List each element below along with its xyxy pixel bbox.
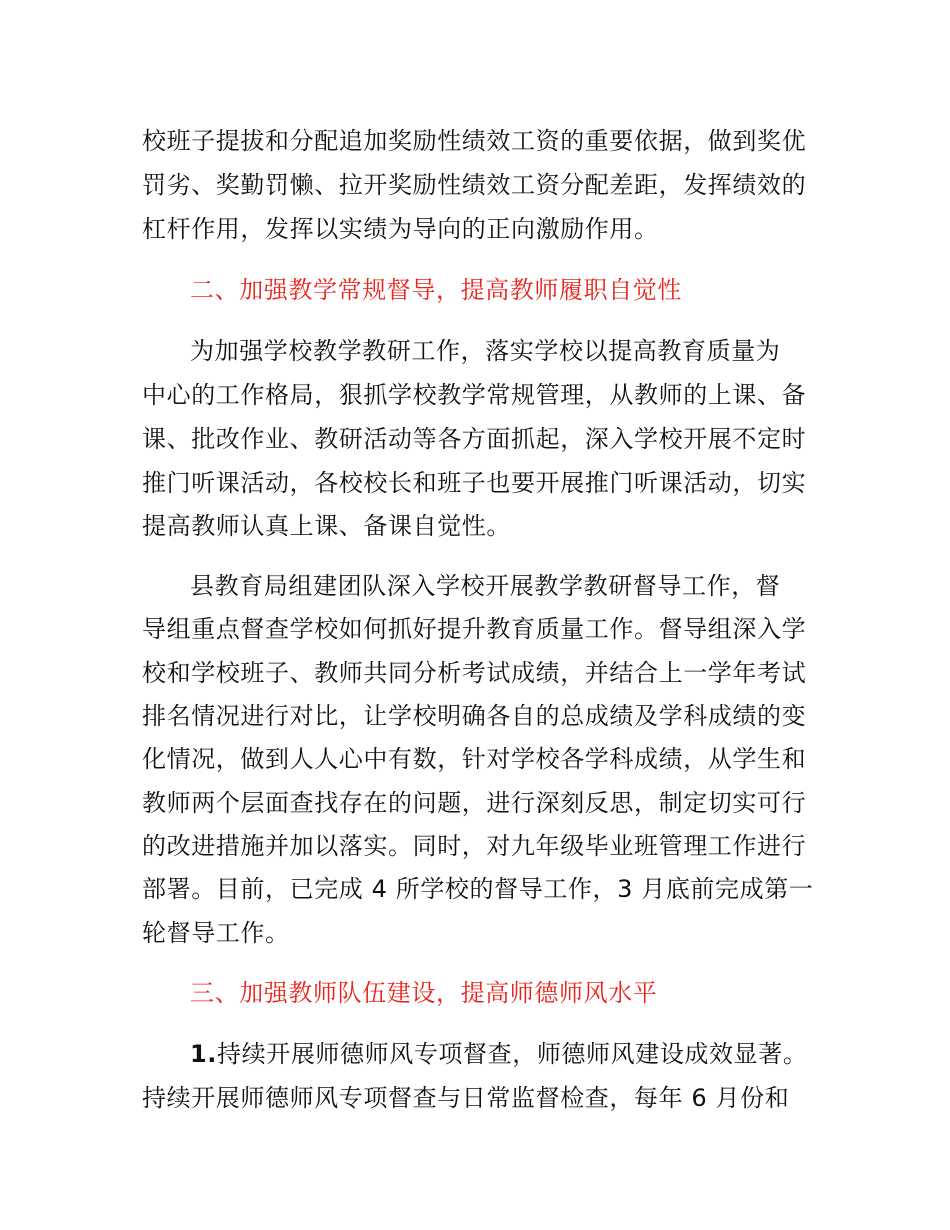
paragraph-3-line-4: 排名情况进行对比，让学校明确各自的总成绩及学科成绩的变	[142, 702, 807, 730]
section-heading-2: 二、加强教学常规督导，提高教师履职自觉性	[190, 276, 682, 304]
paragraph-1-line-2: 罚劣、奖勤罚懒、拉开奖励性绩效工资分配差距，发挥绩效的	[142, 171, 807, 199]
paragraph-2-line-3: 课、批改作业、教研活动等各方面抓起，深入学校开展不定时	[142, 425, 807, 453]
paragraph-1-line-1: 校班子提拔和分配追加奖励性绩效工资的重要依据，做到奖优	[142, 127, 807, 155]
paragraph-1-line-3: 杠杆作用，发挥以实绩为导向的正向激励作用。	[142, 215, 659, 243]
paragraph-2-line-4: 推门听课活动，各校校长和班子也要开展推门听课活动，切实	[142, 469, 807, 497]
paragraph-2-line-2: 中心的工作格局，狠抓学校教学常规管理，从教师的上课、备	[142, 381, 807, 409]
paragraph-3-line-8: 部署。目前，已完成 4 所学校的督导工作，3 月底前完成第一	[142, 875, 814, 903]
paragraph-3-line-7: 的改进措施并加以落实。同时，对九年级毕业班管理工作进行	[142, 832, 807, 860]
paragraph-3-line-2: 导组重点督查学校如何抓好提升教育质量工作。督导组深入学	[142, 615, 807, 643]
paragraph-3-line-6: 教师两个层面查找存在的问题，进行深刻反思，制定切实可行	[142, 789, 807, 817]
paragraph-3-line-1: 县教育局组建团队深入学校开展教学教研督导工作，督	[190, 572, 781, 600]
paragraph-2-line-1: 为加强学校教学教研工作，落实学校以提高教育质量为	[190, 337, 781, 365]
item-1-line-1	[0, 1037, 950, 1071]
paragraph-3-line-9: 轮督导工作。	[142, 919, 290, 947]
paragraph-3-line-5: 化情况，做到人人心中有数，针对学校各学科成绩，从学生和	[142, 745, 807, 773]
item-1-title: 持续开展师德师风专项督查，师德师风建设成效显著。	[217, 1040, 808, 1068]
item-1-number: 1.	[190, 1040, 218, 1068]
paragraph-2-line-5: 提高教师认真上课、备课自觉性。	[142, 512, 511, 540]
section-heading-3: 三、加强教师队伍建设，提高师德师风水平	[190, 979, 658, 1007]
item-1-line-2: 持续开展师德师风专项督查与日常监督检查，每年 6 月份和	[142, 1084, 790, 1112]
paragraph-3-line-3: 校和学校班子、教师共同分析考试成绩，并结合上一学年考试	[142, 659, 807, 687]
